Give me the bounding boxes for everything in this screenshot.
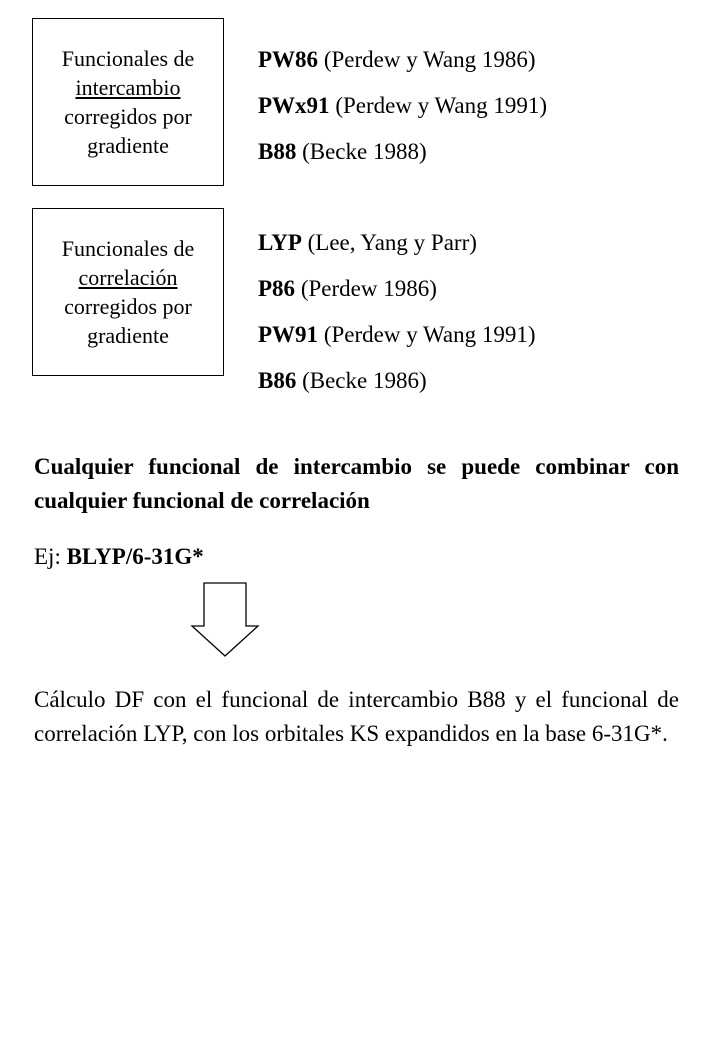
functional-ref: (Perdew y Wang 1986): [318, 47, 536, 72]
correlation-functional-item: [258, 220, 536, 266]
calculation-description: Cálculo DF con el funcional de intercambio B88 y el funcional de correlación LYP, con los orbitales KS expandidos en la base 6-31G*.: [34, 687, 679, 746]
functional-name: B86: [258, 368, 297, 393]
example-line: [34, 540, 204, 574]
correlation-box-line-3: corregidos por: [64, 294, 192, 319]
down-arrow-icon: [190, 582, 260, 658]
exchange-box-line-3: corregidos por: [64, 104, 192, 129]
exchange-functional-item: [258, 37, 547, 83]
functional-ref: (Perdew y Wang 1991): [329, 93, 548, 118]
correlation-box-line-4: gradiente: [87, 323, 169, 348]
functional-name: PW91: [258, 322, 319, 347]
exchange-functionals-list: [258, 37, 547, 175]
correlation-box-line-1: Funcionales de: [61, 236, 195, 261]
exchange-box-line-2: intercambio: [75, 75, 181, 100]
functional-name: B88: [258, 139, 297, 164]
example-prefix: Ej:: [34, 544, 67, 569]
functional-ref: (Lee, Yang y Parr): [301, 230, 477, 255]
exchange-box-line-1: Funcionales de: [61, 46, 195, 71]
example-value: BLYP/6-31G*: [66, 544, 204, 569]
correlation-functionals-box: [32, 208, 224, 376]
exchange-box-line-4: gradiente: [87, 133, 169, 158]
correlation-box-line-2: correlación: [78, 265, 178, 290]
exchange-functional-item: [258, 129, 547, 175]
functional-name: LYP: [258, 230, 302, 255]
correlation-functionals-list: [258, 220, 536, 404]
functional-ref: (Perdew 1986): [295, 276, 437, 301]
functional-ref: (Becke 1986): [296, 368, 427, 393]
correlation-functional-item: [258, 266, 536, 312]
correlation-functional-item: [258, 358, 536, 404]
correlation-functional-item: [258, 312, 536, 358]
functional-name: P86: [258, 276, 296, 301]
combination-note: Cualquier funcional de intercambio se puede combinar con cualquier funcional de correlación: [34, 454, 679, 513]
exchange-functionals-box: [32, 18, 224, 186]
functional-ref: (Perdew y Wang 1991): [318, 322, 536, 347]
exchange-functional-item: [258, 83, 547, 129]
functional-ref: (Becke 1988): [296, 139, 427, 164]
functional-name: PWx91: [258, 93, 330, 118]
functional-name: PW86: [258, 47, 319, 72]
